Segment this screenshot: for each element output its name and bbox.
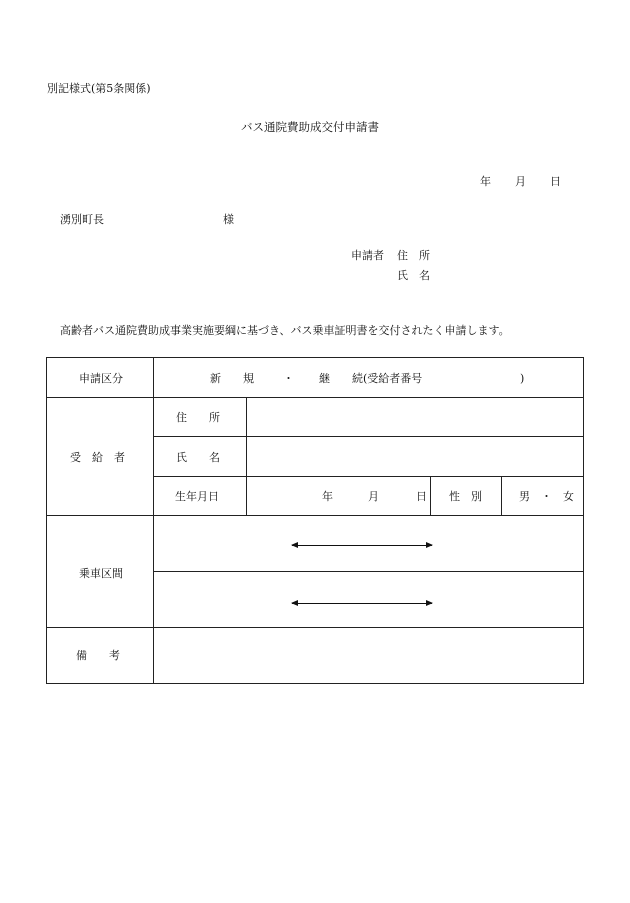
route-label: 乗車区間 [79, 567, 123, 580]
addressee-honorific: 様 [223, 213, 234, 226]
birth-year-label: 年 [322, 490, 333, 503]
date-month-label: 月 [515, 175, 526, 188]
row-divider [153, 476, 583, 477]
category-separator: ・ [283, 372, 294, 385]
row-divider [47, 627, 583, 628]
birth-month-label: 月 [368, 490, 379, 503]
addressee-name: 湧別町長 [60, 213, 104, 226]
row-divider [47, 515, 583, 516]
form-title: バス通院費助成交付申請書 [241, 120, 379, 134]
application-table [46, 357, 584, 684]
applicant-label: 申請者 [351, 249, 384, 262]
recipient-birth-label: 生年月日 [175, 490, 219, 503]
column-divider [246, 397, 247, 515]
category-continue-option[interactable]: 継 続(受給者番号 [319, 372, 423, 385]
remarks-label: 備 考 [76, 649, 120, 662]
column-divider [430, 476, 431, 515]
row-divider [153, 436, 583, 437]
category-close-paren: ) [520, 372, 525, 385]
double-arrow-icon [292, 603, 432, 604]
form-reference: 別記様式(第5条関係) [47, 82, 151, 95]
double-arrow-icon [292, 545, 432, 546]
category-new-option[interactable]: 新 規 [210, 372, 254, 385]
column-divider [153, 358, 154, 683]
applicant-name-label: 氏 名 [397, 269, 430, 282]
date-day-label: 日 [550, 175, 561, 188]
row-divider [153, 571, 583, 572]
row-divider [47, 397, 583, 398]
date-year-label: 年 [480, 175, 491, 188]
recipient-address-label: 住 所 [176, 411, 220, 424]
column-divider [501, 476, 502, 515]
recipient-name-label: 氏 名 [176, 451, 220, 464]
recipient-label: 受 給 者 [70, 451, 125, 464]
body-text: 高齢者バス通院費助成事業実施要綱に基づき、バス乗車証明書を交付されたく申請します。 [60, 324, 510, 337]
gender-label: 性 別 [449, 490, 482, 503]
category-label: 申請区分 [79, 372, 123, 385]
birth-day-label: 日 [416, 490, 427, 503]
gender-options[interactable]: 男 ・ 女 [519, 490, 574, 503]
applicant-address-label: 住 所 [397, 249, 430, 262]
